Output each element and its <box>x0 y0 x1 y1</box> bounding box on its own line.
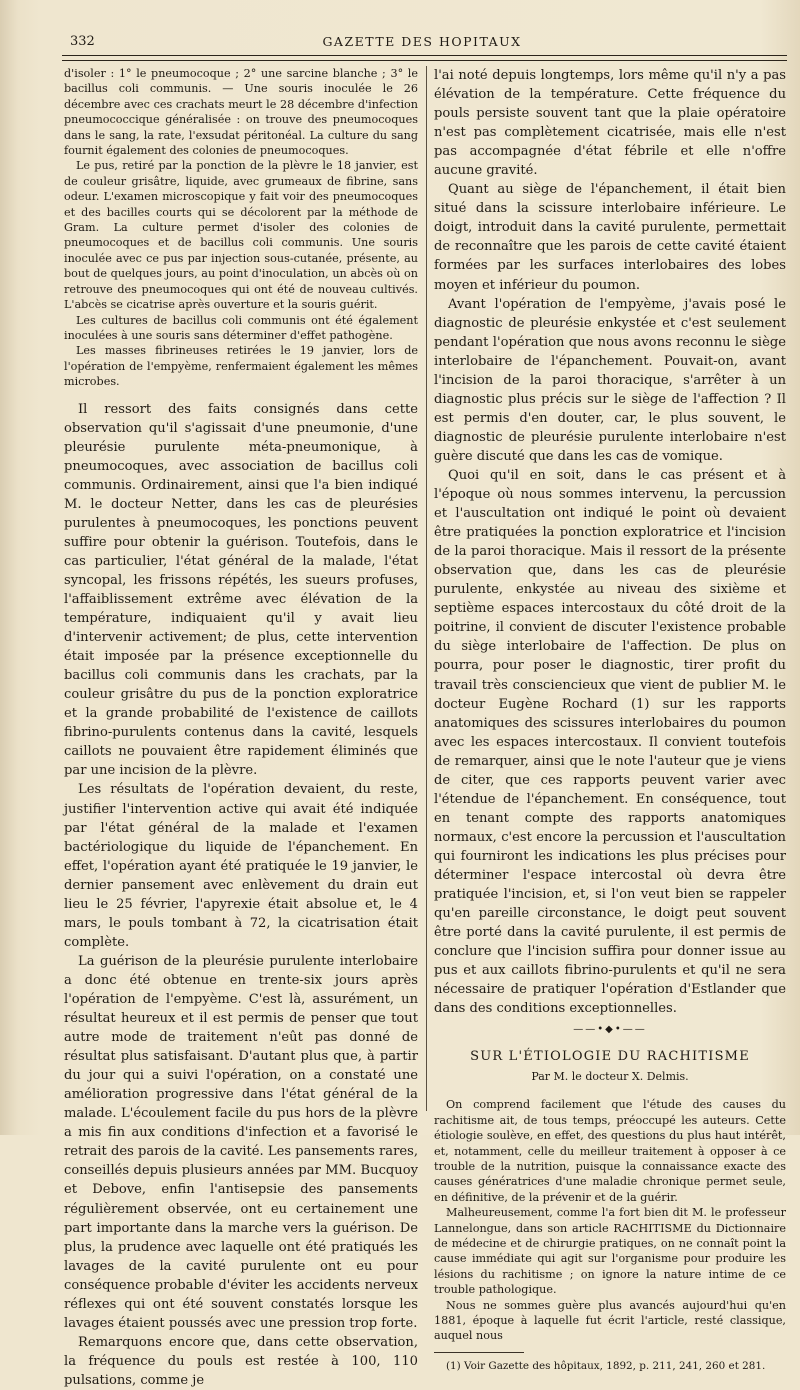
paragraph: Remarquons encore que, dans cette observation, la fréquence du pouls est restée à 100, 110 pulsations, comme je <box>64 1334 418 1388</box>
footnote-rule <box>434 1352 524 1353</box>
running-title: GAZETTE DES HOPITAUX <box>322 34 522 49</box>
discussion-text <box>64 400 418 1390</box>
article-byline: Par M. le docteur X. Delmis. <box>531 1070 689 1084</box>
paragraph: Avant l'opération de l'empyème, j'avais posé le diagnostic de pleurésie enkystée et c'est seulement pendant l'opération que nous avons reconnu le siège interlobaire de l'épanchement. Pouvait-on, avant l'incision de la paroi thoracique, s'arrêter à un diagnostic plus précis sur le siège de l'affection ? Il est permis d'en douter, car, le plus souvent, le diagnostic de pleurésie purulente interlobaire n'est guère discuté que dans les cas de vomique. <box>434 296 786 464</box>
column-divider <box>426 66 427 1111</box>
paragraph: Le pus, retiré par la ponction de la plèvre le 18 janvier, est de couleur grisâtre, liquide, avec grumeaux de fibrine, sans odeur. L'examen microscopique y fait voir des pneumocoques et des bacilles courts qui se décolorent par la méthode de Gram. La culture permet d'isoler des colonies de pneumocoques et de bacillus coli communis. Une souris inoculée avec ce pus par injection sous-cutanée, présente, au bout de quelques jours, au point d'inoculation, un abcès où on retrouve des pneumocoques qui ont été de nouveau cultivés. L'abcès se cicatrise après ouverture et la souris guérit. <box>64 159 418 312</box>
footnote: (1) Voir Gazette des hôpitaux, 1892, p. 211, 241, 260 et 281. <box>446 1359 766 1372</box>
paragraph: l'ai noté depuis longtemps, lors même qu'il n'y a pas élévation de la température. Cette fréquence du pouls persiste souvent tant que la plaie opératoire n'est pas complètement cicatrisée, mais elle n'est pas accompagnée d'état fébrile et elle n'offre aucune gravité. <box>434 68 786 179</box>
right-column <box>434 66 786 1373</box>
paragraph: Il ressort des faits consignés dans cette observation qu'il s'agissait d'une pneumonie, d'une pleurésie purulente méta-pneumonique, à pneumocoques, avec association de bacillus coli communis. Ordinairement, ainsi que l'a bien indiqué M. le docteur Netter, dans les cas de pleurésies purulentes à pneumocoques, les ponctions peuvent suffire pour obtenir la guérison. Toutefois, dans le cas particulier, l'état général de la malade, l'état syncopal, les frissons répétés, les sueurs profuses, l'affaiblissement extrême avec élévation de la température, indiquaient qu'il y avait lieu d'intervenir activement; de plus, cette intervention était imposée par la présence exceptionnelle du bacillus coli communis dans les crachats, par la couleur grisâtre du pus de la ponction exploratrice et la grande probabilité de l'existence de caillots fibrino-purulents contenus dans la cavité, lesquels caillots ne pouvaient être rapidement éliminés que par une incision de la plèvre. <box>64 401 418 779</box>
case-observation-notes <box>64 66 418 390</box>
discussion-continued <box>434 66 786 1018</box>
paragraph: La guérison de la pleurésie purulente interlobaire a donc été obtenue en trente-six jours après l'opération de l'empyème. C'est là, assurément, un résultat heureux et il est permis de penser que tout autre mode de traitement n'eût pas donné de résultat plus satisfaisant. D'autant plus que, à partir du jour qui a suivi l'opération, on a constaté une amélioration progressive dans l'état général de la malade. L'écoulement facile du pus hors de la plèvre a mis fin aux conditions d'infection et a favorisé le retrait des parois de la cavité. Les pansements rares, conseillés depuis plusieurs années par MM. Bucquoy et Debove, enfin l'antisepsie des pansements régulièrement observée, ont eu certainement une part importante dans la marche vers la guérison. De plus, la prudence avec laquelle ont été pratiqués les lavages de la cavité purulente ont eu pour conséquence probable d'éviter les accidents nerveux réflexes qui ont été souvent constatés lorsque les lavages étaient poussés avec une pression trop forte. <box>64 953 418 1331</box>
paragraph: Les masses fibrineuses retirées le 19 janvier, lors de l'opération de l'empyème, renfermaient également les mêmes microbes. <box>64 344 418 389</box>
article-title: SUR L'ÉTIOLOGIE DU RACHITISME <box>470 1049 750 1065</box>
paragraph: Les résultats de l'opération devaient, du reste, justifier l'intervention active qui avait été indiquée par l'état général de la malade et l'examen bactériologique du liquide de l'épanchement. En effet, l'opération ayant été pratiquée le 19 janvier, le dernier pansement avec enlèvement du drain eut lieu le 25 février, l'apyrexie était absolue et, le 4 mars, le pouls tombant à 72, la cicatrisation était complète. <box>64 782 418 950</box>
paragraph: Quoi qu'il en soit, dans le cas présent et à l'époque où nous sommes intervenu, la percussion et l'auscultation ont indiqué le point où devaient être pratiquées la ponction exploratrice et l'incision de la paroi thoracique. Mais il ressort de la présente observation que, dans les cas de pleurésie purulente, enkystée au niveau des sixième et septième espaces intercostaux du côté droit de la poitrine, il convient de discuter l'existence probable du siège interlobaire de l'affection. De plus on pourra, pour poser le diagnostic, tirer profit du travail très consciencieux que vient de publier M. le docteur Eugène Rochard (1) sur les rapports anatomiques des scissures interlobaires du poumon avec les espaces intercostaux. Il convient toutefois de remarquer, ainsi que le note l'auteur que je viens de citer, que ces rapports peuvent varier avec l'étendue de l'épanchement. En conséquence, tout en tenant compte des rapports anatomiques normaux, c'est encore la percussion et l'auscultation qui fourniront les indications les plus précises pour déterminer l'espace intercostal où devra être pratiquée l'incision, et, si l'on veut bien se rappeler qu'en pareille circonstance, le doigt peut souvent être porté dans la cavité purulente, il est permis de conclure que l'incision suffira pour donner issue au pus et aux caillots fibrino-purulents et qu'il ne sera nécessaire de pratiquer l'opération d'Estlander que dans des conditions exceptionnelles. <box>434 467 786 1017</box>
header-rule <box>62 55 787 56</box>
paragraph: d'isoler : 1° le pneumocoque ; 2° une sarcine blanche ; 3° le bacillus coli communis. — Une souris inoculée le 26 décembre avec ces crachats meurt le 28 décembre d'infection pneumococcique généralisée : on trouve des pneumocoques dans le sang, la rate, l'exsudat péritonéal. La culture du sang fournit également des colonies de pneumocoques. <box>64 67 418 158</box>
paragraph: On comprend facilement que l'étude des causes du rachitisme ait, de tous temps, préoccupé les auteurs. Cette étiologie soulève, en effet, des questions du plus haut intérêt, et, notamment, celle du meilleur traitement à opposer à ce trouble de la nutrition, puisque la connaissance exacte des causes génératrices d'une maladie chronique permet seule, en définitive, de la prévenir et de la guérir. <box>434 1098 786 1204</box>
left-column <box>64 66 418 1390</box>
section-ornament: ——•◆•—— <box>573 1024 647 1036</box>
paragraph: Nous ne sommes guère plus avancés aujourd'hui qu'en 1881, époque à laquelle fut écrit l'article, resté classique, auquel nous <box>434 1298 786 1343</box>
paragraph: Malheureusement, comme l'a fort bien dit M. le professeur Lannelongue, dans son article RACHITISME du Dictionnaire de médecine et de chirurgie pratiques, on ne connaît point la cause immédiate qui agit sur l'organisme pour produire les lésions du rachitisme ; on ignore la nature intime de ce trouble pathologique. <box>434 1206 786 1297</box>
paragraph: Les cultures de bacillus coli communis ont été également inoculées à une souris sans déterminer d'effet pathogène. <box>64 313 418 342</box>
paragraph: Quant au siège de l'épanchement, il était bien situé dans la scissure interlobaire inférieure. Le doigt, introduit dans la cavité purulente, permettait de reconnaître que les parois de cette cavité étaient formées par les surfaces interlobaires des lobes moyen et inférieur du poumon. <box>434 182 786 293</box>
page-number: 332 <box>70 34 95 49</box>
page-header <box>62 32 782 54</box>
header-rule-double <box>62 60 787 61</box>
article-body <box>434 1097 786 1344</box>
